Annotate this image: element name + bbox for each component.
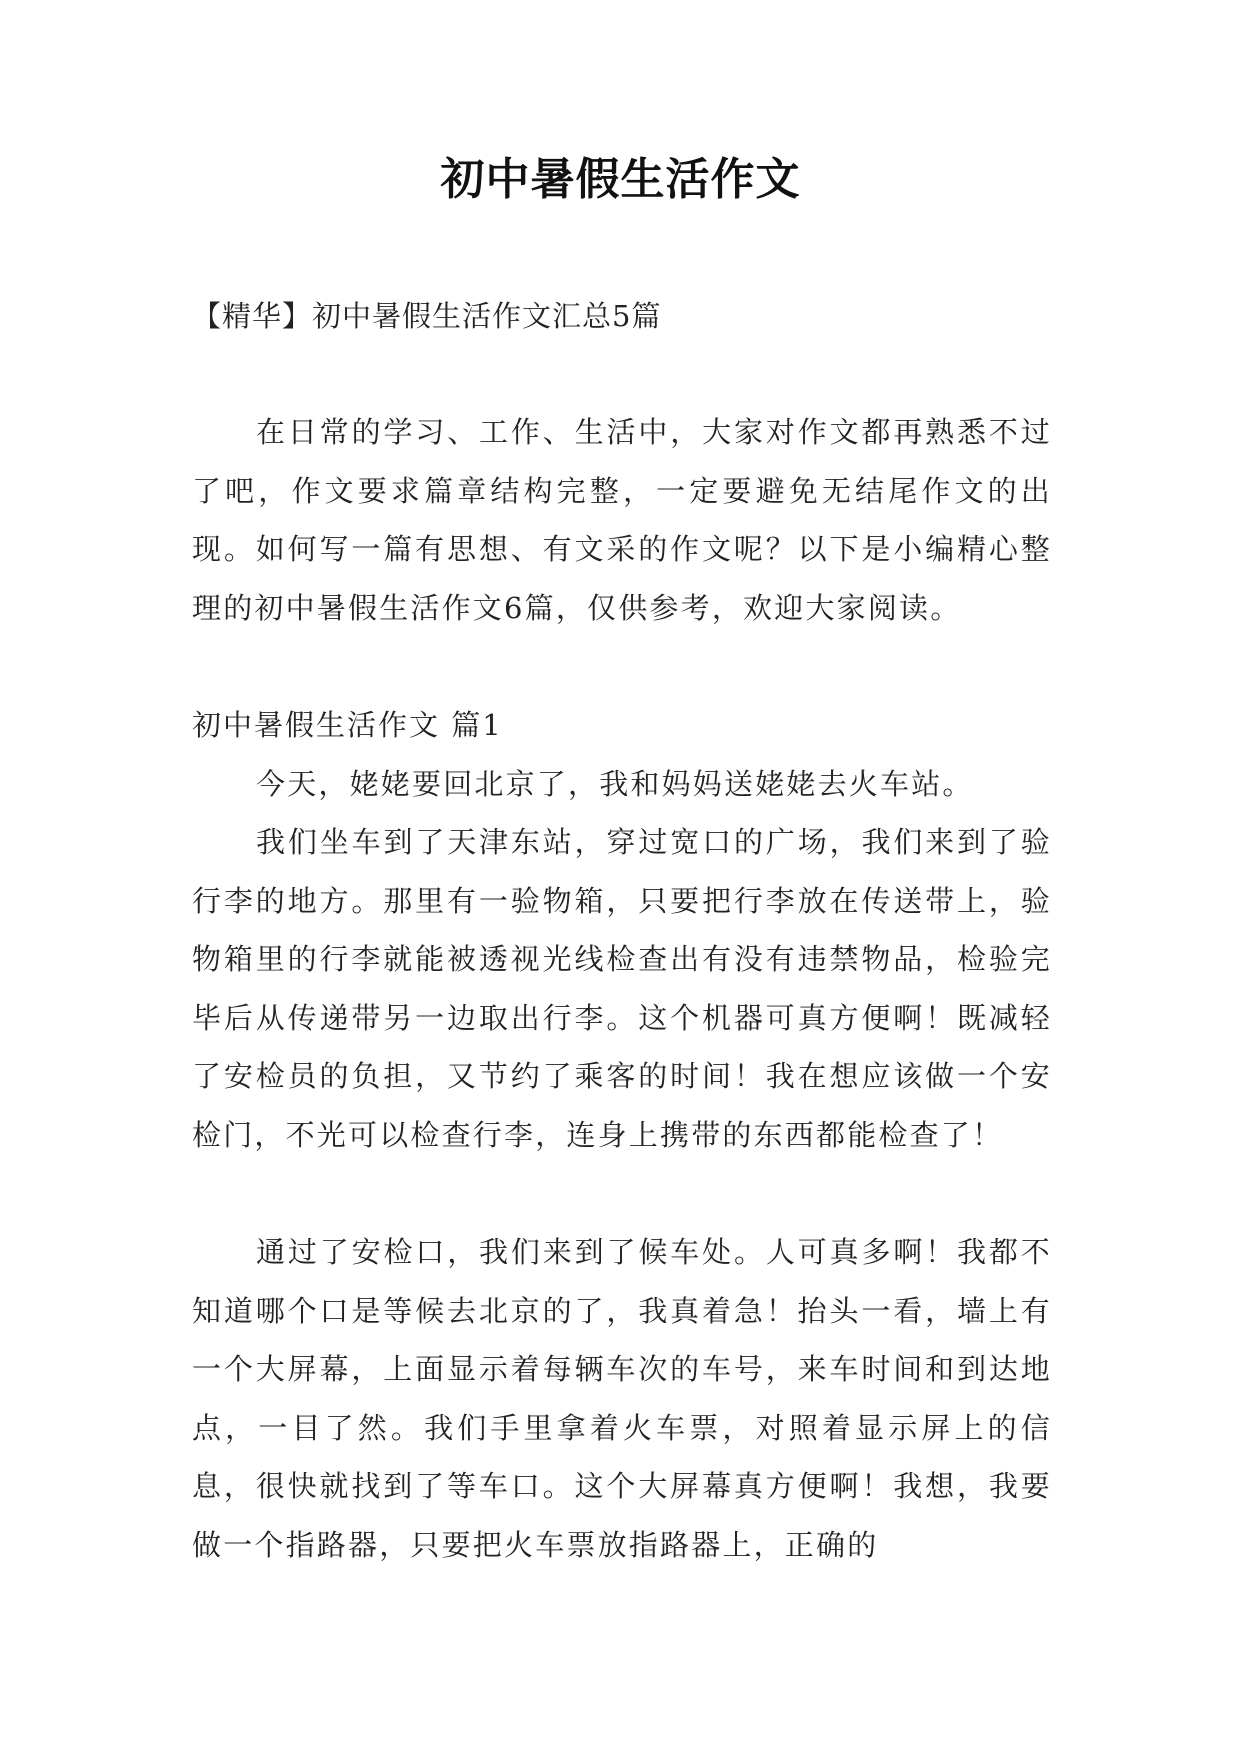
- body-paragraph-1: 今天，姥姥要回北京了，我和妈妈送姥姥去火车站。: [256, 767, 974, 801]
- body-paragraph-2: 我们坐车到了天津东站，穿过宽口的广场，我们来到了验行李的地方。那里有一验物箱，只要把行李放在传送带上，验物箱里的行李就能被透视光线检查出有没有违禁物品，检验完毕后从传递带另一边取出行李。这个机器可真方便啊！既减轻了安检员的负担，又节约了乘客的时间！我在想应该做一个安检门，不光可以检查行李，连身上携带的东西都能检查了！: [192, 825, 1052, 1152]
- document-title: 初中暑假生活作文: [440, 154, 801, 205]
- section-heading: 初中暑假生活作文 篇1: [192, 708, 503, 742]
- body-paragraph-3: 通过了安检口，我们来到了候车处。人可真多啊！我都不知道哪个口是等候去北京的了，我真着急！抬头一看，墙上有一个大屏幕，上面显示着每辆车次的车号，来车时间和到达地点，一目了然。我们手里拿着火车票，对照着显示屏上的信息，很快就找到了等车口。这个大屏幕真方便啊！我想，我要做一个指路器，只要把火车票放指路器上，正确的: [192, 1235, 1052, 1562]
- document-subtitle: 【精华】初中暑假生活作文汇总5篇: [192, 299, 662, 333]
- intro-paragraph: 在日常的学习、工作、生活中，大家对作文都再熟悉不过了吧，作文要求篇章结构完整，一定要避免无结尾作文的出现。如何写一篇有思想、有文采的作文呢？以下是小编精心整理的初中暑假生活作文6篇，仅供参考，欢迎大家阅读。: [192, 415, 1052, 625]
